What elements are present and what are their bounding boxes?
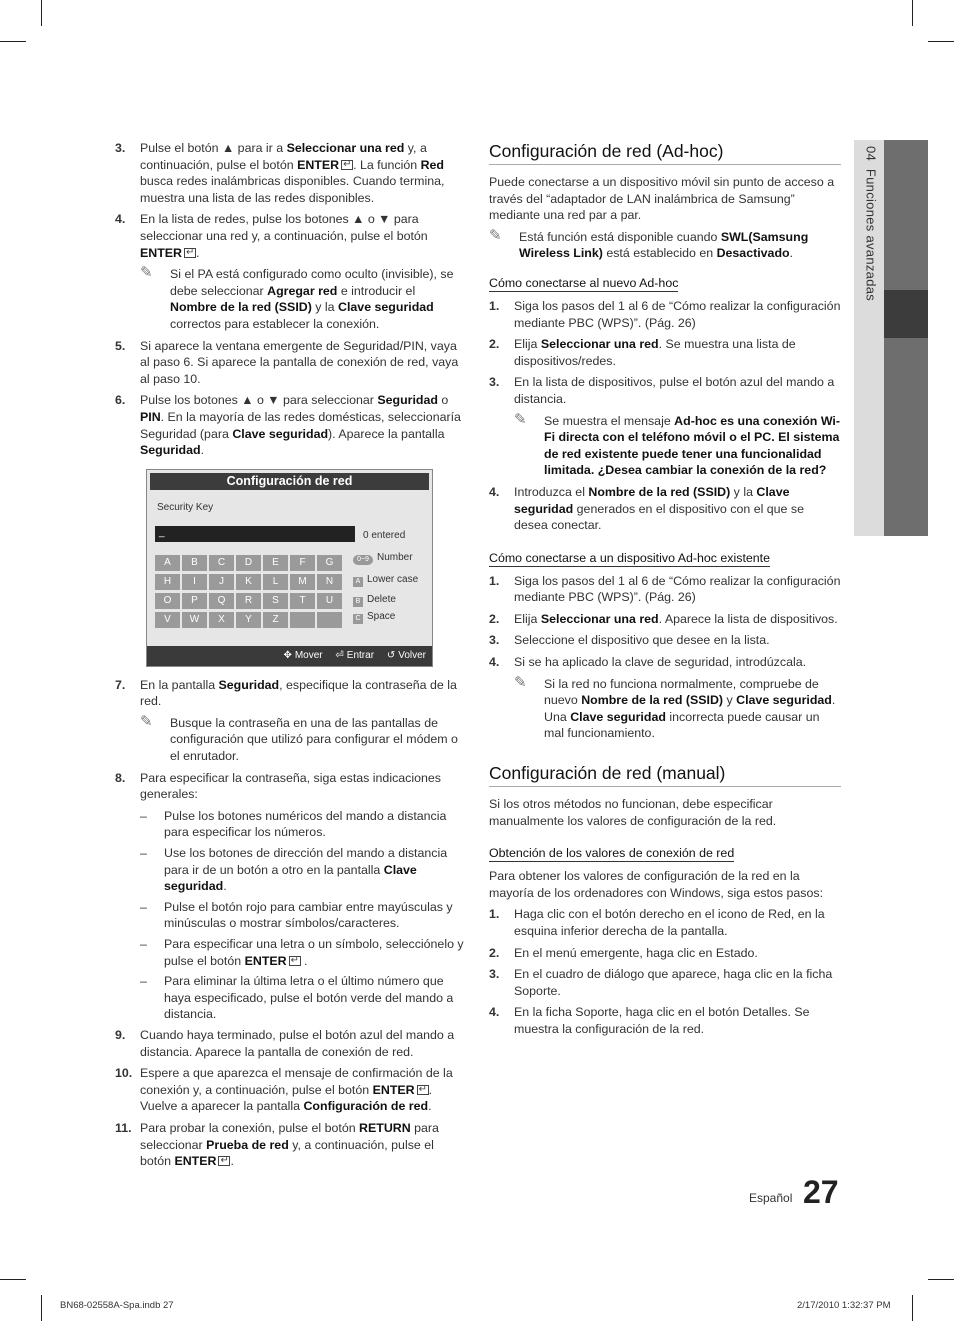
step-list [115,677,465,803]
note-pencil-icon: ✎ [140,264,153,282]
dash-item: – Pulse el botón rojo para cambiar entre mayúsculas y minúsculas o mostrar símbolos/caracteres. [140,899,453,931]
step-item [115,211,465,332]
dash-item: – Para eliminar la última letra o el último número que haya especificado, pulse el botón verde del mando a distancia. [140,974,454,1022]
step-list [115,140,465,459]
key-z[interactable]: Z [263,612,288,628]
step-number: 4. [489,484,500,499]
step-item [489,1004,841,1037]
left-column [115,140,465,1175]
step-number: 7. [115,677,126,692]
step-text: Para especificar la contraseña, siga estas indicaciones generales: [140,770,441,802]
step-item [489,906,841,939]
step-text: Seleccione el dispositivo que desee en la lista. [514,633,770,648]
crop-mark [0,41,26,42]
key-g[interactable]: G [317,555,342,571]
crop-mark [928,41,954,42]
dash-bullet: – [140,808,147,823]
step-number: 1. [489,298,500,313]
key-b[interactable]: B [182,555,207,571]
step-number: 10. [115,1066,133,1081]
step-text: Introduzca el Nombre de la red (SSID) y la Clave seguridad generados en el dispositivo con el que se desea conectar. [514,484,804,533]
step-item [489,945,841,962]
side-tab-marker [884,290,928,338]
screen-title: Configuración de red [150,473,429,490]
page-number: 27 [803,1174,839,1210]
key-blank[interactable] [317,612,342,628]
step-note: ✎ Si el PA está configurado como oculto (invisible), se debe seleccionar Agregar red e introducir el Nombre de la red (SSID) y la Clave seguridad correctos para establecer la conexión. [140,264,454,331]
dash-list [115,808,465,1023]
step-number: 2. [489,337,500,352]
security-key-label: Security Key [157,501,214,513]
key-h[interactable]: H [155,574,180,590]
step-item [489,484,841,534]
key-t[interactable]: T [290,593,315,609]
step-item [489,573,841,606]
adhoc-heading: Configuración de red (Ad-hoc) [489,140,841,165]
key-n[interactable]: N [317,574,342,590]
security-key-screen [146,469,433,667]
dash-bullet: – [140,937,147,951]
step-note: ✎ Se muestra el mensaje Ad-hoc es una conexión Wi-Fi directa con el teléfono móvil o el PC. El sistema de red existente puede tener una funcionalidad limitada. ¿Desea cambiar la conexión de la red? [514,410,840,478]
dash-item: – Para especificar una letra o un símbolo, selecciónelo y pulse el botón ENTER↵ . [115,936,465,969]
legend-label: Delete [367,593,396,605]
step-item [115,140,465,206]
step-number: 11. [115,1120,132,1135]
legend-label: Number [377,551,413,563]
step-text: En la lista de dispositivos, pulse el botón azul del mando a distancia. [514,375,835,406]
step-text: En la lista de redes, pulse los botones ▲ o ▼ para seleccionar una red y, a continuación, pulse el botón ENTER↵ . [140,211,465,261]
crop-mark [912,0,913,26]
step-item [489,298,841,331]
step-list [489,573,841,742]
note-pencil-icon: ✎ [514,410,527,428]
step-item [489,611,841,628]
legend-chip: A [353,577,363,587]
step-number: 9. [115,1027,126,1042]
crop-mark [0,1279,26,1280]
step-number: 4. [489,655,500,670]
step-item [115,1120,465,1170]
footer-language: Español [749,1191,793,1205]
step-text: Cuando haya terminado, pulse el botón azul del mando a distancia. Aparece la pantalla de conexión de red. [140,1027,455,1059]
legend-label: Lower case [367,573,419,585]
crop-mark [41,0,42,26]
key-l[interactable]: L [263,574,288,590]
legend-chip: 0~9 [353,555,373,565]
key-y[interactable]: Y [236,612,261,628]
key-k[interactable]: K [236,574,261,590]
step-item [489,632,841,649]
step-number: 1. [489,573,500,588]
note-pencil-icon: ✎ [489,226,502,244]
step-text: En la pantalla Seguridad, especifique la contraseña de la red. [140,677,457,709]
print-datetime: 2/17/2010 1:32:37 PM [797,1300,891,1311]
security-key-input[interactable]: _ [155,526,355,542]
step-number: 4. [489,1005,500,1020]
key-s[interactable]: S [263,593,288,609]
note-pencil-icon: ✎ [140,712,153,730]
step-note: ✎ Busque la contraseña en una de las pantallas de configuración que utilizó para configurar el módem o el enrutador. [140,712,458,764]
dash-item: – Pulse los botones numéricos del mando a distancia para especificar los números. [140,808,447,840]
step-text: En el menú emergente, haga clic en Estado. [514,945,758,960]
step-number: 5. [115,338,126,353]
crop-mark [928,1279,954,1280]
legend-item [353,594,396,607]
print-file: BN68-02558A-Spa.indb 27 [60,1300,174,1311]
new-adhoc-heading: Cómo conectarse al nuevo Ad-hoc [489,275,679,290]
step-number: 2. [489,945,500,960]
key-i[interactable]: I [182,574,207,590]
manual-intro: Si los otros métodos no funcionan, debe especificar manualmente los valores de configuración de la red. [489,797,777,828]
entered-count: 0 entered [363,529,406,541]
step-text: Espere a que aparezca el mensaje de confirmación de la conexión y, a continuación, pulse el botón ENTER↵ . Vuelve a aparecer la pantalla Configuración de red. [140,1065,465,1115]
key-q[interactable]: Q [209,593,234,609]
step-text: En el cuadro de diálogo que aparece, haga clic en la ficha Soporte. [514,967,833,998]
adhoc-note: ✎ Está función está disponible cuando SWL(Samsung Wireless Link) está establecido en Desactivado. [489,226,809,261]
back-label: Volver [398,649,426,661]
adhoc-intro: Puede conectarse a un dispositivo móvil sin punto de acceso a través del “adaptador de LAN inalámbrica de Samsung” mediante una red par a par. [489,175,835,223]
step-item [115,1027,465,1060]
step-item [115,1065,465,1115]
screen-footer [147,646,432,666]
step-item [115,677,465,765]
side-tab-label: 04 Funciones avanzadas [863,146,879,302]
key-m[interactable]: M [290,574,315,590]
legend-item [353,611,395,624]
key-u[interactable]: U [317,593,342,609]
dash-bullet: – [140,899,147,914]
step-number: 3. [489,633,500,648]
legend-item [353,574,418,587]
enter-icon: ⏎ [335,649,344,661]
legend-item [353,552,413,565]
step-list [489,906,841,1037]
step-text: Si aparece la ventana emergente de Seguridad/PIN, vaya al paso 6. Si aparece la pantalla de conexión de red, vaya al paso 10. [140,338,459,386]
step-text: Elija Seleccionar una red. Se muestra una lista de dispositivos/redes. [514,337,796,368]
key-p[interactable]: P [182,593,207,609]
return-icon: ↺ [386,649,396,661]
step-item [489,374,841,479]
step-text: Para probar la conexión, pulse el botón RETURN para seleccionar Prueba de red y, a continuación, pulse el botón ENTER↵ . [140,1120,465,1170]
step-item [115,392,465,458]
step-number: 4. [115,212,126,227]
key-a[interactable]: A [155,555,180,571]
enter-label: Entrar [346,649,375,661]
step-text: Siga los pasos del 1 al 6 de “Cómo realizar la configuración mediante PBC (WPS)”. (Pág. 26) [514,298,841,330]
key-e[interactable]: E [263,555,288,571]
crop-mark [41,1295,42,1321]
step-text: Si se ha aplicado la clave de seguridad, introdúzcala. [514,655,807,670]
side-tab-dark [884,140,928,536]
legend-chip: C [353,614,363,624]
step-list [489,298,841,534]
step-number: 6. [115,393,126,408]
step-number: 3. [115,141,126,155]
step-text: Haga clic con el botón derecho en el icono de Red, en la esquina inferior derecha de la pantalla. [514,907,825,938]
dash-bullet: – [140,974,147,989]
step-number: 1. [489,907,500,922]
key-o[interactable]: O [155,593,180,609]
step-item [489,654,841,742]
step-number: 3. [489,967,500,982]
obtain-values-heading: Obtención de los valores de conexión de red [489,846,735,861]
step-number: 2. [489,611,500,626]
legend-chip: B [353,597,363,607]
move-icon: ✥ [283,649,292,661]
step-text: En la ficha Soporte, haga clic en el botón Detalles. Se muestra la configuración de la red. [514,1005,810,1036]
legend-label: Space [367,610,396,622]
key-j[interactable]: J [209,574,234,590]
step-text: Elija Seleccionar una red. Aparece la lista de dispositivos. [514,611,838,626]
dash-item: – Use los botones de dirección del mando a distancia para ir de un botón a otro en la pantalla Clave seguridad. [140,846,448,894]
key-r[interactable]: R [236,593,261,609]
step-list [115,1027,465,1170]
key-blank[interactable] [290,612,315,628]
step-text: Pulse los botones ▲ o ▼ para seleccionar Seguridad o PIN. En la mayoría de las redes domésticas, seleccionaría Seguridad (para Clave seguridad). Aparece la pantalla Seguridad. [140,393,461,458]
step-item [115,338,465,388]
manual-heading: Configuración de red (manual) [489,762,841,787]
key-x[interactable]: X [209,612,234,628]
note-pencil-icon: ✎ [514,673,527,691]
key-c[interactable]: C [209,555,234,571]
obtain-intro: Para obtener los valores de configuración de la red en la mayoría de los ordenadores con Windows, siga estos pasos: [489,869,824,900]
right-column [489,140,841,1043]
dash-bullet: – [140,846,147,861]
key-f[interactable]: F [290,555,315,571]
step-item [115,770,465,803]
key-w[interactable]: W [182,612,207,628]
step-note: ✎ Si la red no funciona normalmente, compruebe de nuevo Nombre de la red (SSID) y Clave seguridad. Una Clave seguridad incorrecta puede causar un mal funcionamiento. [514,673,836,741]
step-item [489,966,841,999]
step-text: Pulse el botón ▲ para ir a Seleccionar una red y, a continuación, pulse el botón ENTER↵ . La función Red busca redes inalámbricas disponibles. Cuando termina, muestra una lista de las redes disponibles. [140,140,465,206]
step-number: 8. [115,770,126,785]
crop-mark [912,1295,913,1321]
key-d[interactable]: D [236,555,261,571]
step-text: Siga los pasos del 1 al 6 de “Cómo realizar la configuración mediante PBC (WPS)”. (Pág. 26) [514,573,841,605]
key-v[interactable]: V [155,612,180,628]
step-item [489,336,841,369]
existing-adhoc-heading: Cómo conectarse a un dispositivo Ad-hoc existente [489,550,771,565]
move-label: Mover [294,649,323,661]
step-number: 3. [489,375,500,390]
